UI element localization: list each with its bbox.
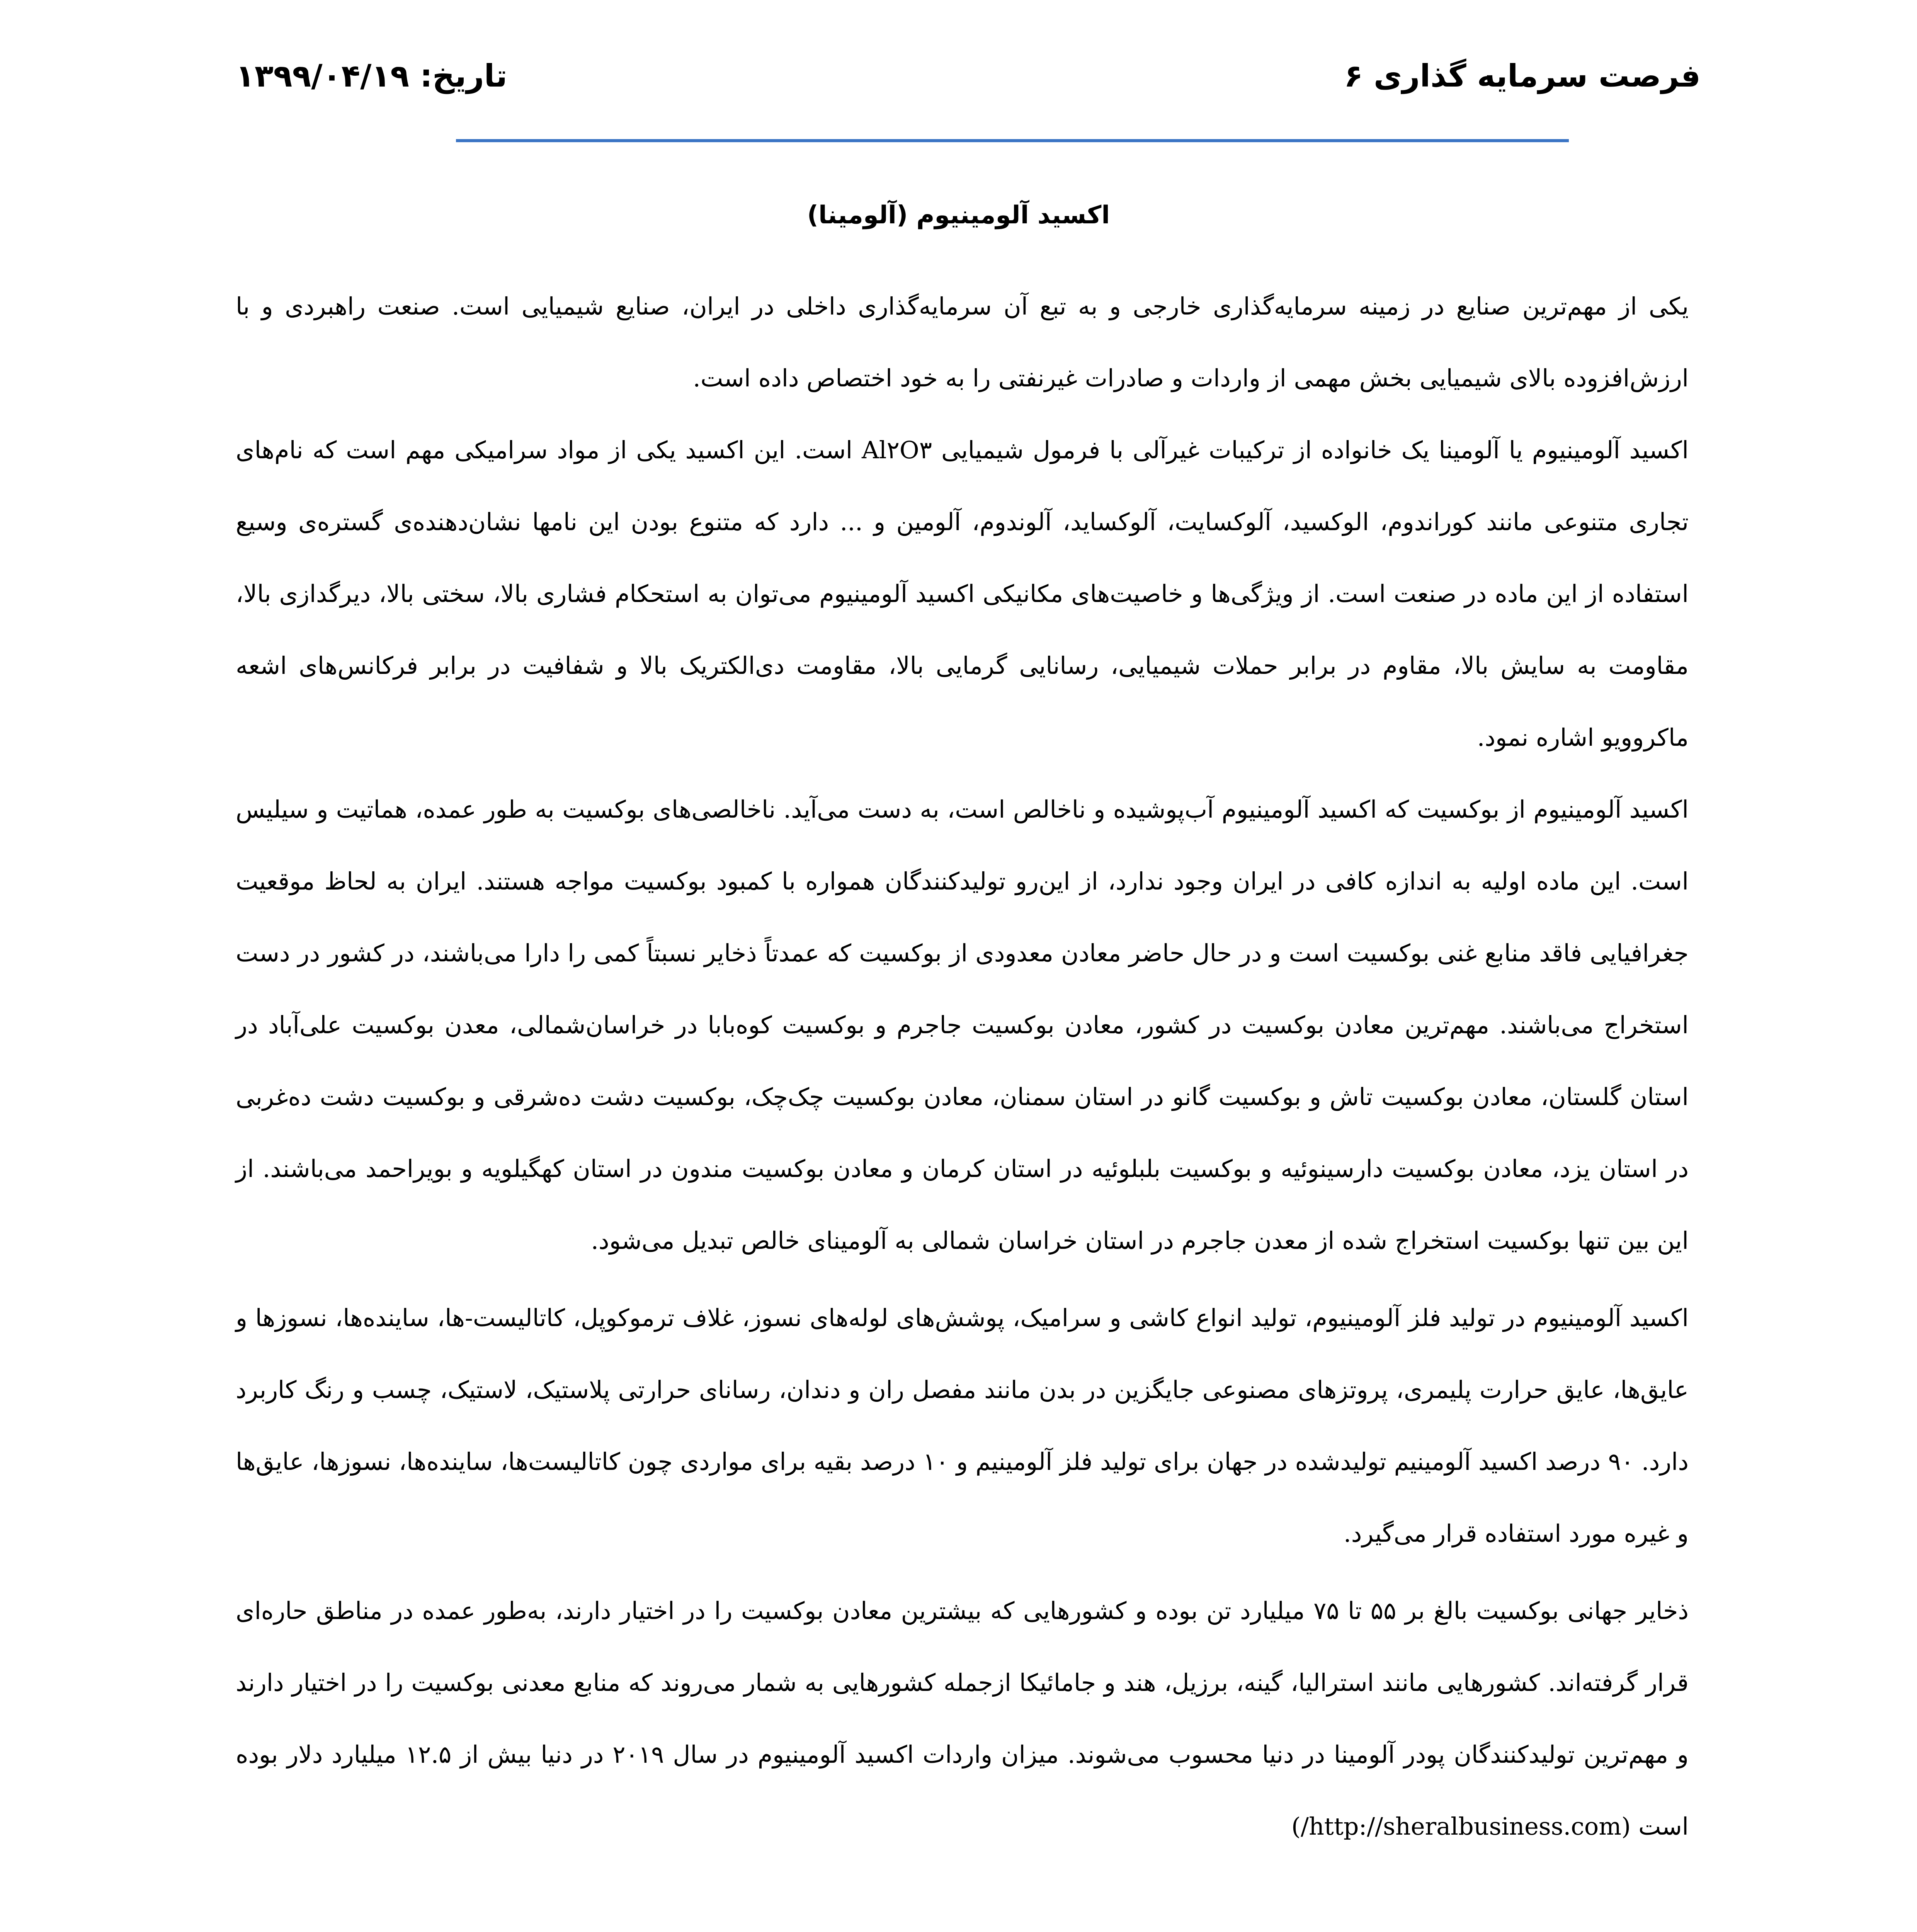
doc-header-title: فرصت سرمایه گذاری ۶ [1344, 58, 1701, 94]
doc-header-date: تاریخ: ۱۳۹۹/۰۴/۱۹ [236, 58, 507, 94]
header-divider [456, 139, 1569, 142]
page-title: اکسید آلومینیوم (آلومینا) [807, 201, 1110, 230]
paragraph: اکسید آلومینیوم در تولید فلز آلومینیوم، تولید انواع کاشی و سرامیک، پوشش‌های لوله‌های نسوز، غلاف ترموکوپل، کاتالیست-ها، ساینده‌ها، نسوزها و عایق‌ها، عایق حرارت پلیمری، پروتزهای مصنوعی جایگزین در بدن مانند مفصل ران و دندان، رسانای حرارتی پلاستیک، لاستیک، چسب و رنگ کاربرد دارد. ۹۰ درصد اکسید آلومینیم تولیدشده در جهان برای تولید فلز آلومینیم و ۱۰ درصد بقیه برای مواردی چون کاتالیست‌ها، ساینده‌ها، نسوزها، عایق‌ها و غیره مورد استفاده قرار می‌گیرد. [236, 1304, 1689, 1548]
paragraph: یکی از مهم‌ترین صنایع در زمینه سرمایه‌گذاری خارجی و به تبع آن سرمایه‌گذاری داخلی در ایران، صنایع شیمیایی است. صنعت راهبردی و با ارزش‌افزوده بالای شیمیایی بخش مهمی از واردات و صادرات غیرنفتی را به خود اختصاص داده است. [236, 292, 1689, 392]
paragraph: اکسید آلومینیوم از بوکسیت که اکسید آلومینیوم آب‌پوشیده و ناخالص است، به دست می‌آید. ناخالصی‌های بوکسیت به طور عمده، هماتیت و سیلیس است. این ماده اولیه به اندازه کافی در ایران وجود ندارد، از این‌رو تولیدکنندگان همواره با کمبود بوکسیت مواجه هستند. ایران به لحاظ موقعیت جغرافیایی فاقد منابع غنی بوکسیت است و در حال حاضر معادن معدودی از بوکسیت که عمدتاً ذخایر نسبتاً کمی را دارا می‌باشند، در کشور در دست استخراج می‌باشند. مهم‌ترین معادن بوکسیت در کشور، معادن بوکسیت جاجرم و بوکسیت کوه‌بابا در خراسان‌شمالی، معدن بوکسیت علی‌آباد در استان گلستان، معادن بوکسیت تاش و بوکسیت گانو در استان سمنان، معادن بوکسیت چک‌چک، بوکسیت دشت ده‌شرقی و بوکسیت دشت ده‌غربی در استان یزد، معادن بوکسیت دارسینوئیه و بوکسیت بلبلوئیه در استان کرمان و معادن بوکسیت مندون در استان کهگیلویه و بویراحمد می‌باشند. از این بین تنها بوکسیت استخراج شده از معدن جاجرم در استان خراسان شمالی به آلومینای خالص تبدیل می‌شود. [236, 795, 1689, 1255]
paragraph: اکسید آلومینیوم یا آلومینا یک خانواده از ترکیبات غیرآلی با فرمول شیمیایی Al۲O۳ است. این اکسید یکی از مواد سرامیکی مهم است که نام‌های تجاری متنوعی مانند کوراندوم، الوکسید، آلوکسایت، آلوکساید، آلوندوم، آلومین و ... دارد که متنوع بودن این نامها نشان‌دهنده‌ی گستره‌ی وسیع استفاده از این ماده در صنعت است. از ویژگی‌ها و خاصیت‌های مکانیکی اکسید آلومینیوم می‌توان به استحکام فشاری بالا، سختی بالا، دیرگدازی بالا، مقاومت به سایش بالا، مقاوم در برابر حملات شیمیایی، رسانایی گرمایی بالا، مقاومت دی‌الکتریک بالا و شفافیت در برابر فرکانس‌های اشعه ماکروویو اشاره نمود. [236, 436, 1689, 752]
body-text [236, 270, 1689, 1862]
paragraph: ذخایر جهانی بوکسیت بالغ بر ۵۵ تا ۷۵ میلیارد تن بوده و کشورهایی که بیشترین معادن بوکسیت را در اختیار دارند، به‌طور عمده در مناطق حاره‌ای قرار گرفته‌اند. کشورهایی مانند استرالیا، گینه، برزیل، هند و جامائیکا ازجمله کشورهایی به شمار می‌روند که منابع معدنی بوکسیت را در اختیار دارند و مهم‌ترین تولیدکنندگان پودر آلومینا در دنیا محسوب می‌شوند. میزان واردات اکسید آلومینیوم در سال ۲۰۱۹ در دنیا بیش از ۱۲.۵ میلیارد دلار بوده است (http://sheralbusiness.com/) [236, 1597, 1689, 1840]
